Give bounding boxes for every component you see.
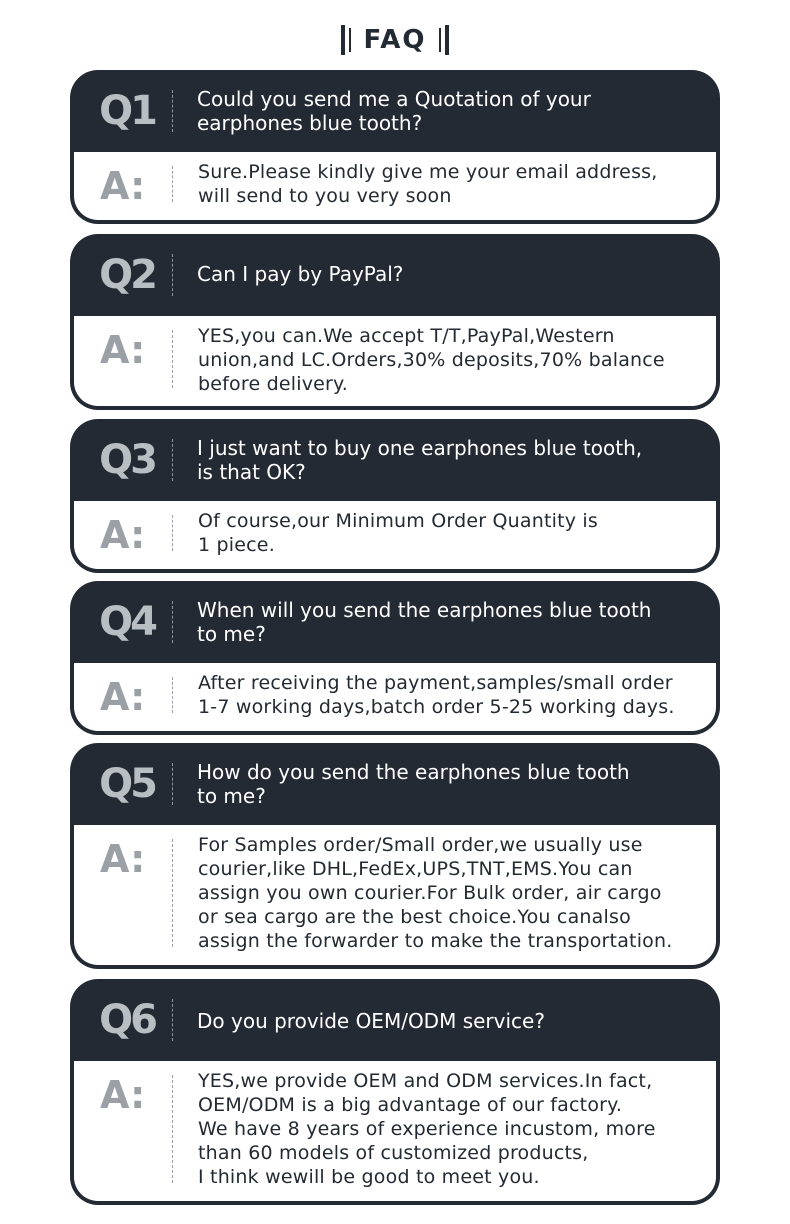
answer-text: YES,we provide OEM and ODM services.In fact, OEM/ODM is a big advantage of our factory. We have 8 years of experience incustom, more than 60 models of customized products, I think wewill be good to meet you. <box>198 1070 656 1188</box>
question-text: Could you send me a Quotation of your earphones blue tooth? <box>197 87 591 135</box>
question-text: When will you send the earphones blue tooth to me? <box>197 598 652 646</box>
answer-band <box>74 316 716 406</box>
divider <box>172 166 173 202</box>
answer-band <box>74 1061 716 1201</box>
question-text: Do you provide OEM/ODM service? <box>197 1009 545 1033</box>
faq-item-5 <box>70 743 720 969</box>
question-text: Can I pay by PayPal? <box>197 262 404 286</box>
question-number: Q6 <box>99 997 155 1043</box>
question-text: I just want to buy one earphones blue tooth, is that OK? <box>197 436 643 484</box>
answer-band <box>74 663 716 731</box>
question-band <box>70 581 720 663</box>
question-band <box>70 743 720 825</box>
divider <box>172 839 173 947</box>
faq-title-text: FAQ <box>363 25 427 55</box>
faq-item-3 <box>70 419 720 573</box>
answer-text: Sure.Please kindly give me your email address, will send to you very soon <box>198 161 658 207</box>
answer-label: A: <box>100 675 146 719</box>
answer-band <box>74 152 716 220</box>
question-band <box>70 979 720 1061</box>
question-number: Q5 <box>99 761 155 807</box>
answer-band <box>74 501 716 569</box>
question-number: Q3 <box>99 437 155 483</box>
divider <box>172 90 173 132</box>
question-band <box>70 70 720 152</box>
faq-title <box>0 18 790 62</box>
divider <box>172 515 173 551</box>
divider <box>172 999 173 1041</box>
question-text: How do you send the earphones blue tooth to me? <box>197 760 630 808</box>
divider <box>172 763 173 805</box>
answer-label: A: <box>100 837 146 881</box>
answer-text: YES,you can.We accept T/T,PayPal,Western union,and LC.Orders,30% deposits,70% balance before delivery. <box>198 325 665 395</box>
faq-item-1 <box>70 70 720 224</box>
question-number: Q4 <box>99 599 155 645</box>
faq-item-4 <box>70 581 720 735</box>
divider <box>172 601 173 643</box>
faq-item-2 <box>70 234 720 410</box>
question-band <box>70 234 720 316</box>
divider <box>172 254 173 296</box>
answer-label: A: <box>100 513 146 557</box>
answer-band <box>74 825 716 965</box>
answer-text: After receiving the payment,samples/small order 1-7 working days,batch order 5-25 working days. <box>198 672 675 718</box>
answer-label: A: <box>100 164 146 208</box>
answer-label: A: <box>100 1073 146 1117</box>
question-number: Q2 <box>99 252 155 298</box>
question-number: Q1 <box>99 88 155 134</box>
answer-text: Of course,our Minimum Order Quantity is 1 piece. <box>198 510 598 556</box>
answer-text: For Samples order/Small order,we usually use courier,like DHL,FedEx,UPS,TNT,EMS.You can assign you own courier.For Bulk order, air cargo or sea cargo are the best choice.You canalso assign the forwarder to make the transportation. <box>198 834 673 952</box>
title-left-bars-icon <box>341 25 351 55</box>
divider <box>172 1075 173 1183</box>
title-right-bars-icon <box>439 25 449 55</box>
divider <box>172 677 173 713</box>
answer-label: A: <box>100 328 146 372</box>
divider <box>172 439 173 481</box>
divider <box>172 330 173 388</box>
faq-item-6 <box>70 979 720 1205</box>
question-band <box>70 419 720 501</box>
